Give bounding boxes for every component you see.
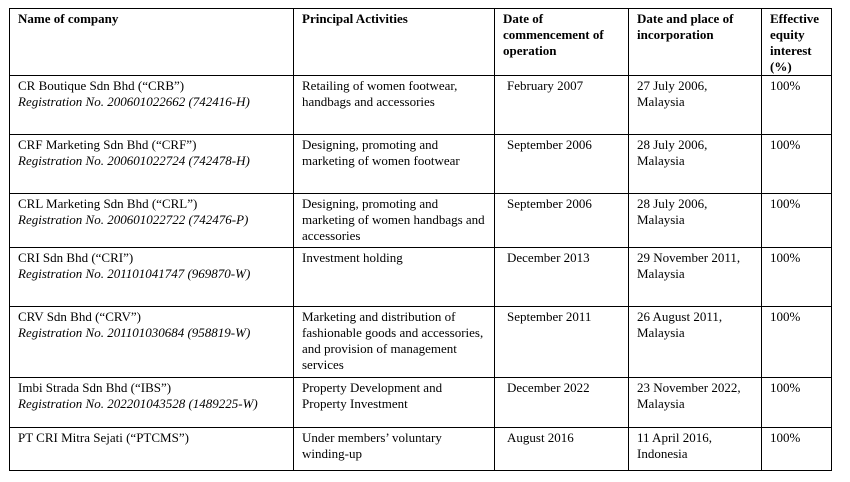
activities-cell: Marketing and distribution of fashionable goods and accessories, and provision of management services — [294, 307, 495, 378]
company-name: CR Boutique Sdn Bhd (“CRB”) — [18, 78, 185, 93]
company-cell — [10, 135, 294, 194]
company-name: CRV Sdn Bhd (“CRV”) — [18, 309, 141, 324]
activities-cell: Property Development and Property Investment — [294, 378, 495, 428]
company-name: CRF Marketing Sdn Bhd (“CRF”) — [18, 137, 197, 152]
activities-cell: Investment holding — [294, 248, 495, 307]
incorporation-cell: 11 April 2016, Indonesia — [629, 428, 762, 471]
header-row — [10, 9, 832, 76]
commencement-cell: February 2007 — [495, 76, 629, 135]
company-cell — [10, 76, 294, 135]
commencement-cell: September 2006 — [495, 135, 629, 194]
header-principal-activities: Principal Activities — [294, 9, 495, 76]
equity-cell: 100% — [762, 76, 832, 135]
header-incorporation: Date and place of incorporation — [629, 9, 762, 76]
company-name: CRL Marketing Sdn Bhd (“CRL”) — [18, 196, 198, 211]
equity-cell: 100% — [762, 248, 832, 307]
company-cell — [10, 428, 294, 471]
registration-number: Registration No. 200601022724 (742478-H) — [18, 153, 250, 168]
registration-number: Registration No. 201101041747 (969870-W) — [18, 266, 251, 281]
company-name: Imbi Strada Sdn Bhd (“IBS”) — [18, 380, 172, 395]
registration-number: Registration No. 201101030684 (958819-W) — [18, 325, 251, 340]
company-name: CRI Sdn Bhd (“CRI”) — [18, 250, 134, 265]
incorporation-cell: 27 July 2006, Malaysia — [629, 76, 762, 135]
commencement-cell: August 2016 — [495, 428, 629, 471]
table-row — [10, 194, 832, 248]
table-row — [10, 428, 832, 471]
company-name: PT CRI Mitra Sejati (“PTCMS”) — [18, 430, 189, 445]
equity-cell: 100% — [762, 307, 832, 378]
commencement-cell: September 2011 — [495, 307, 629, 378]
equity-cell: 100% — [762, 378, 832, 428]
table-row — [10, 248, 832, 307]
activities-cell: Under members’ voluntary winding-up — [294, 428, 495, 471]
incorporation-cell: 28 July 2006, Malaysia — [629, 135, 762, 194]
equity-cell: 100% — [762, 135, 832, 194]
header-commencement-date: Date of commencement of operation — [495, 9, 629, 76]
company-cell — [10, 307, 294, 378]
registration-number: Registration No. 200601022722 (742476-P) — [18, 212, 249, 227]
activities-cell: Designing, promoting and marketing of women handbags and accessories — [294, 194, 495, 248]
registration-number: Registration No. 200601022662 (742416-H) — [18, 94, 250, 109]
header-company-name: Name of company — [10, 9, 294, 76]
subsidiaries-table — [9, 8, 832, 471]
header-equity-interest: Effective equity interest (%) — [762, 9, 832, 76]
commencement-cell: September 2006 — [495, 194, 629, 248]
table-row — [10, 307, 832, 378]
activities-cell: Designing, promoting and marketing of women footwear — [294, 135, 495, 194]
table-row — [10, 378, 832, 428]
registration-number: Registration No. 202201043528 (1489225-W) — [18, 396, 258, 411]
activities-cell: Retailing of women footwear, handbags and accessories — [294, 76, 495, 135]
incorporation-cell: 29 November 2011, Malaysia — [629, 248, 762, 307]
company-cell — [10, 248, 294, 307]
company-cell — [10, 378, 294, 428]
incorporation-cell: 28 July 2006, Malaysia — [629, 194, 762, 248]
equity-cell: 100% — [762, 194, 832, 248]
table-row — [10, 76, 832, 135]
equity-cell: 100% — [762, 428, 832, 471]
commencement-cell: December 2013 — [495, 248, 629, 307]
incorporation-cell: 23 November 2022, Malaysia — [629, 378, 762, 428]
table-row — [10, 135, 832, 194]
incorporation-cell: 26 August 2011, Malaysia — [629, 307, 762, 378]
commencement-cell: December 2022 — [495, 378, 629, 428]
company-cell — [10, 194, 294, 248]
